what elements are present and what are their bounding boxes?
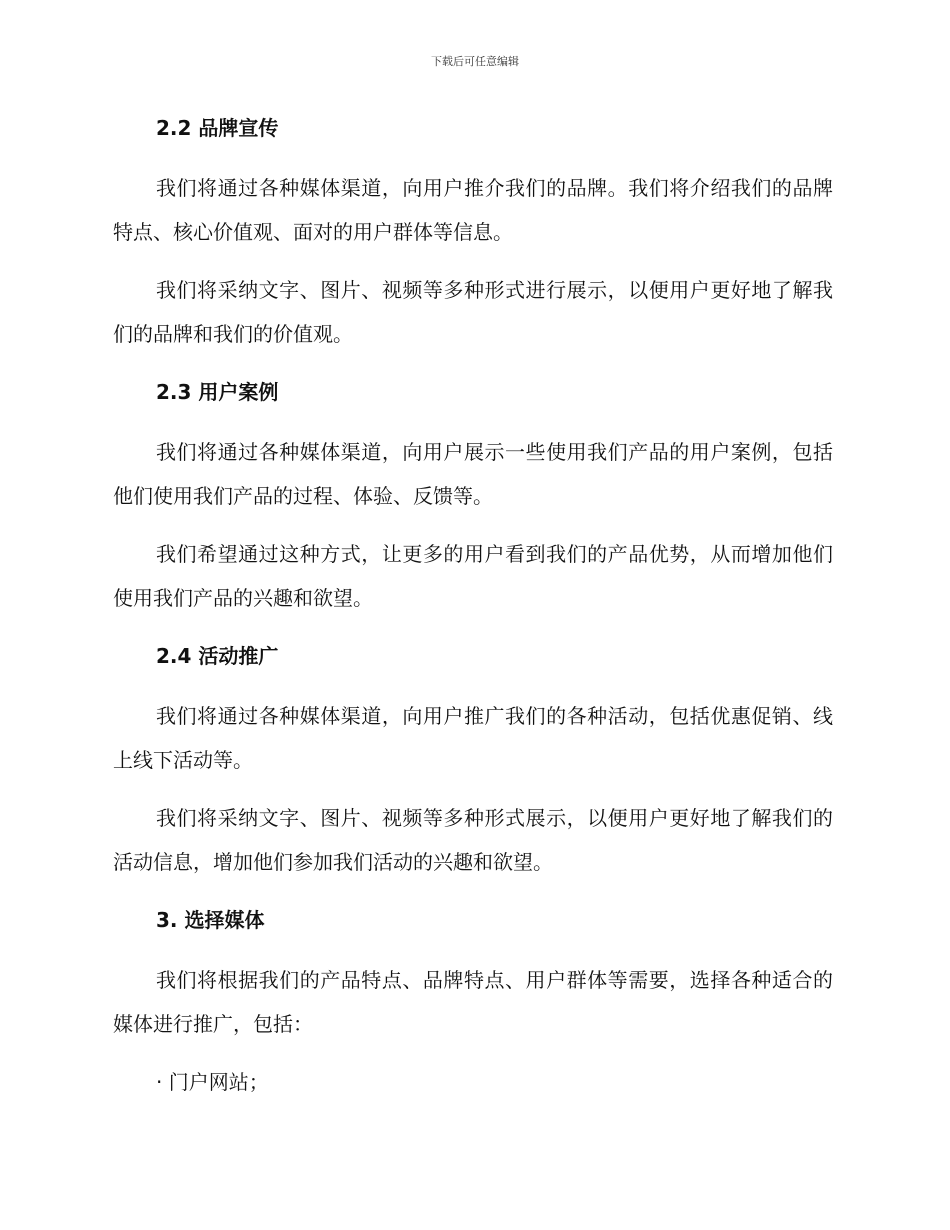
section-heading-3: 3. 选择媒体: [156, 908, 265, 932]
document-body: [113, 110, 833, 1100]
section-heading-2-2: 2.2 品牌宣传: [156, 116, 279, 140]
paragraph: 我们将通过各种媒体渠道，向用户推介我们的品牌。我们将介绍我们的品牌特点、核心价值观、面对的用户群体等信息。: [113, 176, 833, 244]
section-heading-2-4: 2.4 活动推广: [156, 644, 279, 668]
section-heading-2-3: 2.3 用户案例: [156, 380, 279, 404]
paragraph: 我们将根据我们的产品特点、品牌特点、用户群体等需要，选择各种适合的媒体进行推广，包括：: [113, 968, 833, 1036]
paragraph: 我们将采纳文字、图片、视频等多种形式展示，以便用户更好地了解我们的活动信息，增加他们参加我们活动的兴趣和欲望。: [113, 806, 833, 874]
paragraph: 我们希望通过这种方式，让更多的用户看到我们的产品优势，从而增加他们使用我们产品的兴趣和欲望。: [113, 542, 833, 610]
paragraph: 我们将通过各种媒体渠道，向用户展示一些使用我们产品的用户案例，包括他们使用我们产品的过程、体验、反馈等。: [113, 440, 833, 508]
page-header: 下载后可任意编辑: [431, 55, 519, 68]
paragraph: 我们将采纳文字、图片、视频等多种形式进行展示，以便用户更好地了解我们的品牌和我们的价值观。: [113, 278, 833, 346]
list-item: · 门户网站；: [156, 1070, 269, 1094]
paragraph: 我们将通过各种媒体渠道，向用户推广我们的各种活动，包括优惠促销、线上线下活动等。: [113, 704, 833, 772]
